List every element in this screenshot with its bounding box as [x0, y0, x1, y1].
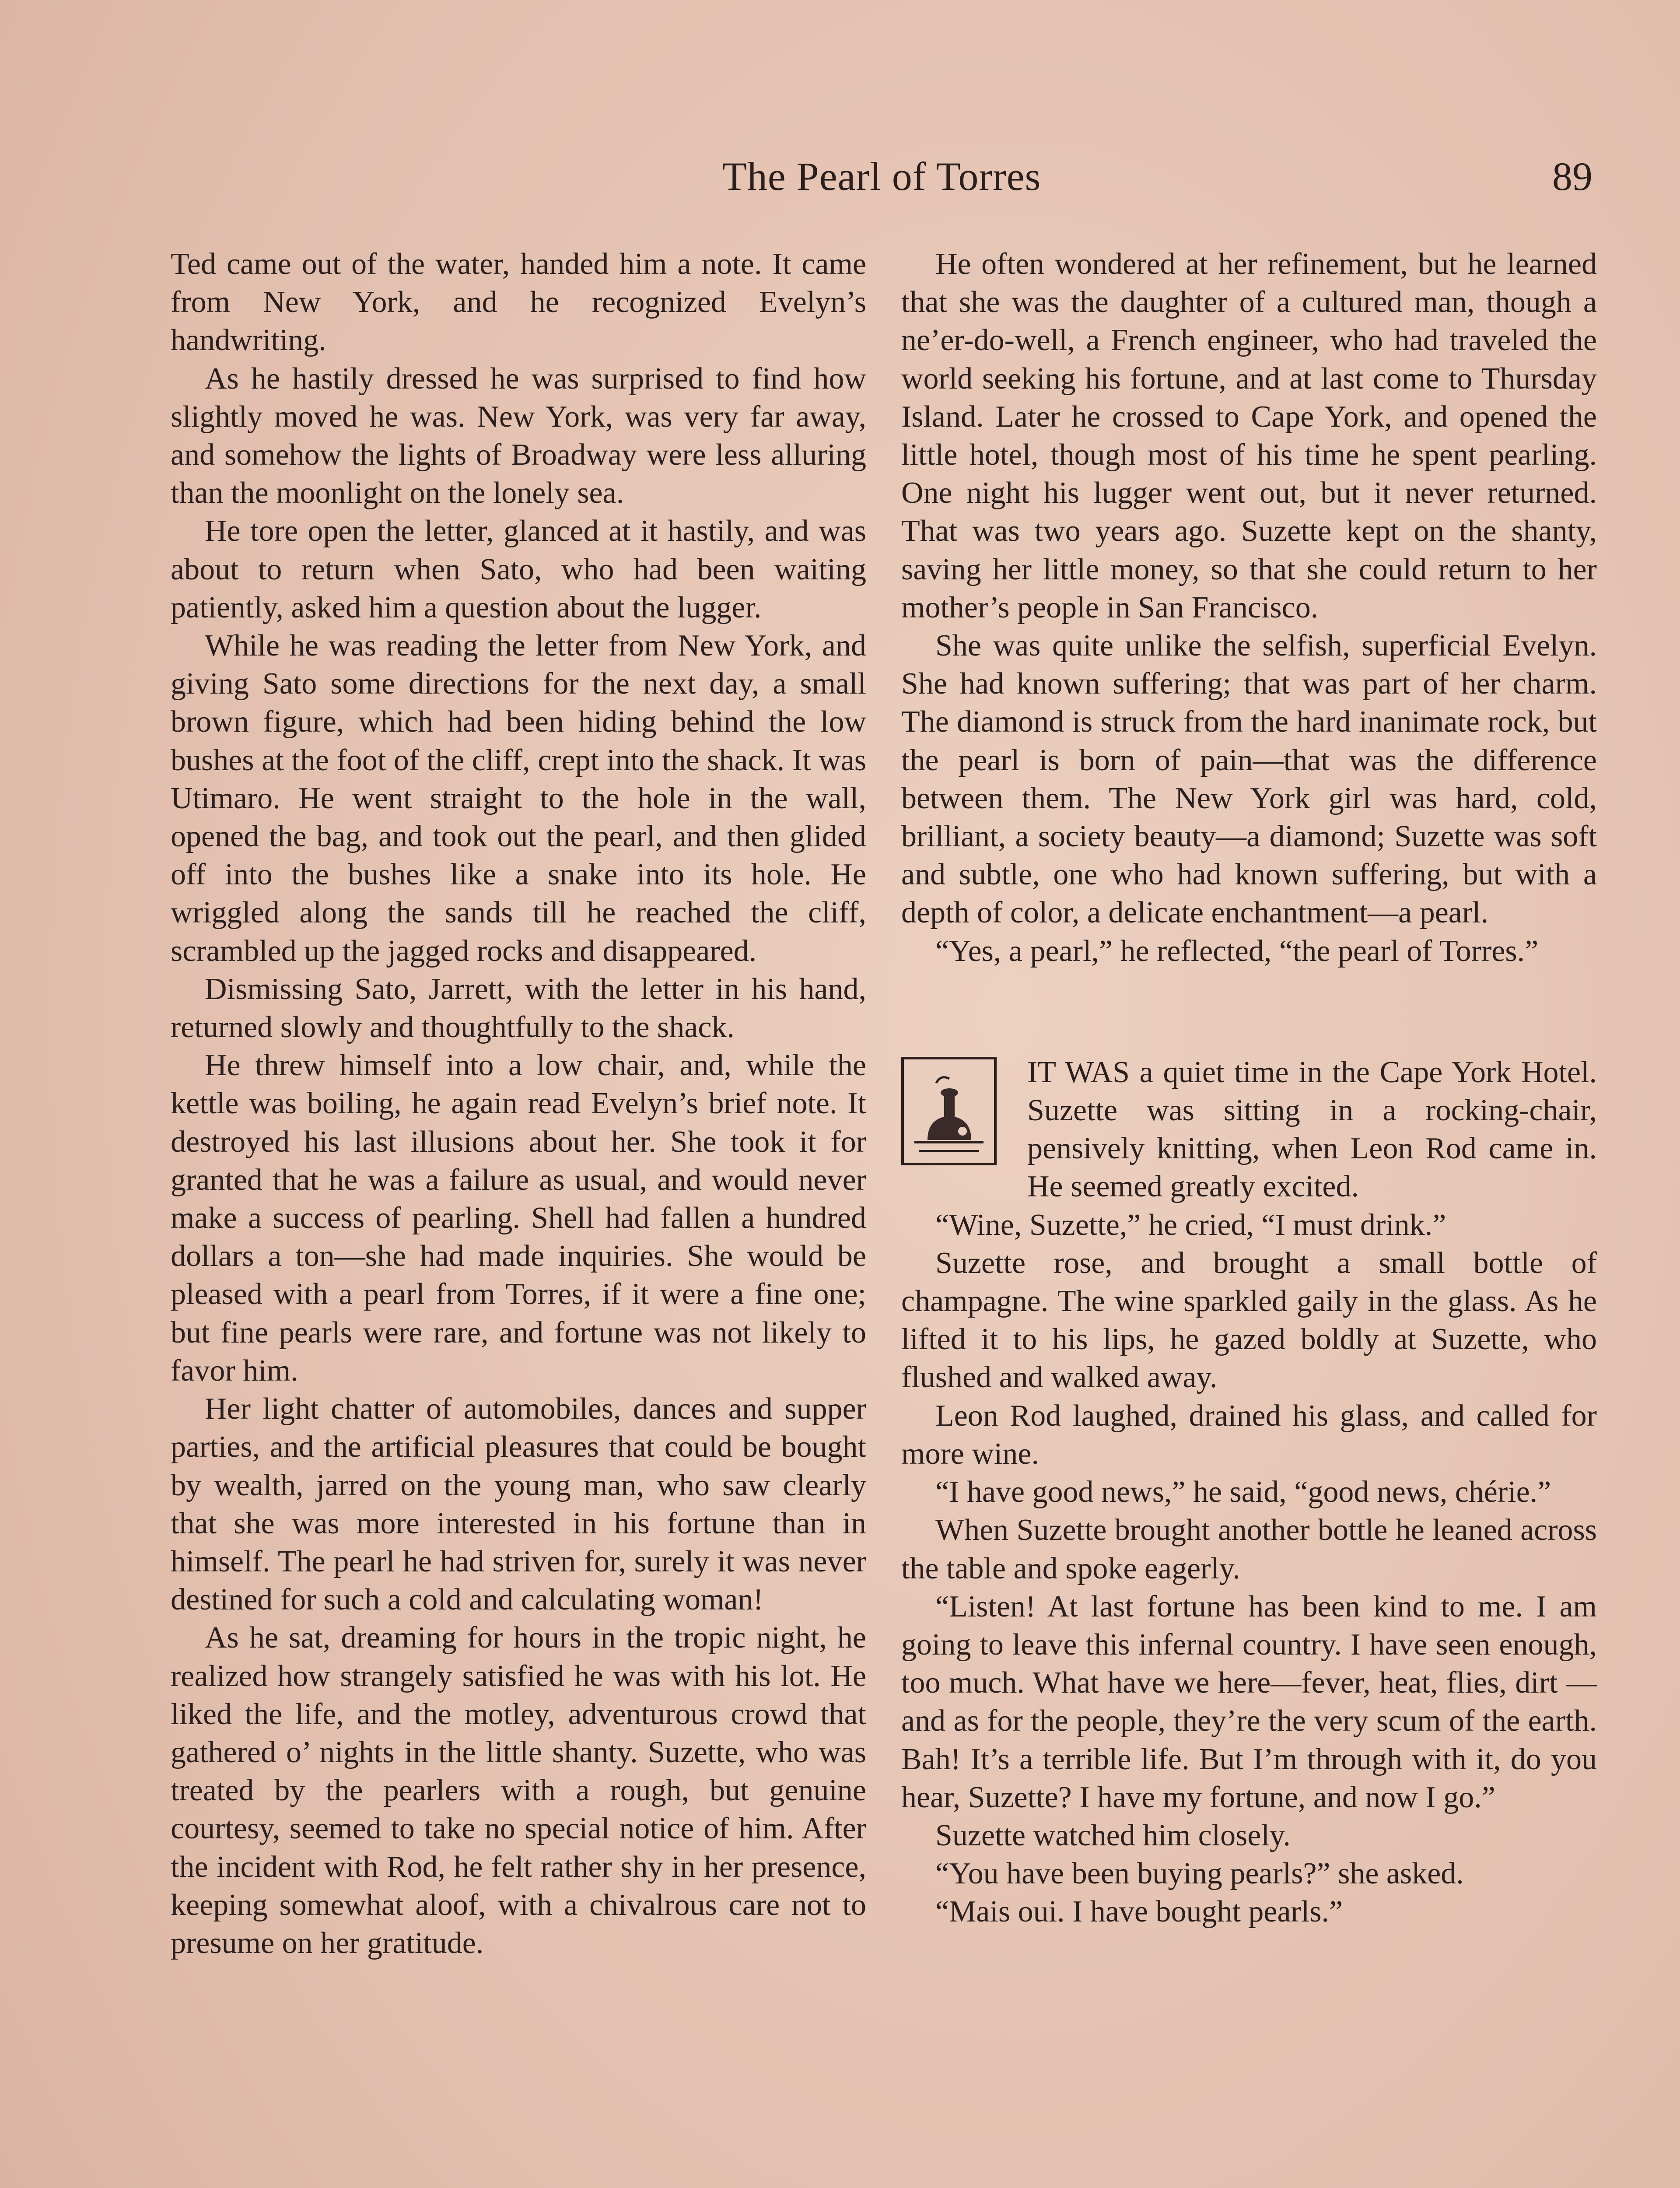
paragraph: Her light chatter of automobiles, dances and supper parties, and the artificial pleasures that could be bought by wealth, jarred on the young man, who saw clearly that she was more interested in his fortune than in himself. The pearl he had striven for, surely it was never destined for such a cold and calculating woman!	[171, 1392, 866, 1617]
paragraph: She was quite unlike the selfish, superficial Evelyn. She had known suffering; that was part of her charm. The diamond is struck from the hard inanimate rock, but the pearl is born of pain—that was the difference between them. The New York girl was hard, cold, brilliant, a society beauty—a diamond; Suzette was soft and subtle, one who had known suffering, but with a depth of color, a delicate enchantment—a pearl.	[901, 629, 1597, 930]
paragraph: “Wine, Suzette,” he cried, “I must drink.”	[935, 1208, 1446, 1242]
right-column	[901, 245, 1597, 1931]
paragraph: “Yes, a pearl,” he reflected, “the pearl of Torres.”	[935, 934, 1539, 968]
left-column	[171, 245, 866, 1962]
paragraph: “I have good news,” he said, “good news, chérie.”	[935, 1475, 1551, 1509]
paragraph: Ted came out of the water, handed him a note. It came from New York, and he recognized Evelyn’s handwriting.	[171, 247, 866, 358]
paragraph: “Mais oui. I have bought pearls.”	[935, 1895, 1343, 1929]
paragraph: Suzette rose, and brought a small bottle of champagne. The wine sparkled gaily in the glass. As he lifted it to his lips, he gazed boldly at Suzette, who flushed and walked away.	[901, 1246, 1597, 1395]
paragraph: He threw himself into a low chair, and, while the kettle was boiling, he again read Evelyn’s brief note. It destroyed his last illusions about her. She took it for granted that he was a failure as usual, and would never make a success of pearling. Shell had fallen a hundred dollars a ton—she had made inquiries. She would be pleased with a pearl from Torres, if it were a fine one; but fine pearls were rare, and fortune was not likely to favor him.	[171, 1048, 866, 1388]
paragraph: As he sat, dreaming for hours in the tropic night, he realized how strangely satisfied he was with his lot. He liked the life, and the motley, adventurous crowd that gathered o’ nights in the little shanty. Suzette, who was treated by the pearlers with a rough, but genuine courtesy, seemed to take no special notice of him. After the incident with Rod, he felt rather shy in her presence, keeping somewhat aloof, with a chivalrous care not to presume on her gratitude.	[171, 1621, 866, 1960]
paragraph: When Suzette brought another bottle he leaned across the table and spoke eagerly.	[901, 1513, 1597, 1585]
paragraph: “You have been buying pearls?” she asked.	[935, 1857, 1464, 1891]
paragraph: As he hastily dressed he was surprised to find how slightly moved he was. New York, was very far away, and somehow the lights of Broadway were less alluring than the moonlight on the lonely sea.	[171, 361, 866, 510]
paragraph: He tore open the letter, glanced at it hastily, and was about to return when Sato, who had been waiting patiently, asked him a question about the lugger.	[171, 514, 866, 624]
section-lead-text: IT WAS a quiet time in the Cape York Hotel. Suzette was sitting in a rocking-chair, pensively knitting, when Leon Rod came in. He seemed greatly excited.	[1027, 1055, 1597, 1204]
paragraph: While he was reading the letter from New York, and giving Sato some directions for the next day, a small brown figure, which had been hiding behind the low bushes at the foot of the cliff, crept into the shack. It was Utimaro. He went straight to the hole in the wall, opened the bag, and took out the pearl, and then glided off into the bushes like a snake into its hole. He wriggled along the sands till he reached the cliff, scrambled up the jagged rocks and disappeared.	[171, 629, 866, 968]
paragraph: Dismissing Sato, Jarrett, with the letter in his hand, returned slowly and thoughtfully to the shack.	[171, 972, 866, 1045]
lamp-illustration-icon	[910, 1066, 988, 1157]
paragraph: “Listen! At last fortune has been kind to me. I am going to leave this infernal country. I have seen enough, too much. What have we here—fever, heat, flies, dirt —and as for the people, they’re the very scum of the earth. Bah! It’s a terrible life. But I’m through with it, do you hear, Suzette? I have my fortune, and now I go.”	[901, 1589, 1597, 1814]
section-lead-paragraph	[901, 1053, 1597, 1206]
paragraph: He often wondered at her refinement, but he learned that she was the daughter of a cultured man, though a ne’er-do-well, a French engineer, who had traveled the world seeking his fortune, and at last come to Thursday Island. Later he crossed to Cape York, and opened the little hotel, though most of his time he spent pearling. One night his lugger went out, but it never returned. That was two years ago. Suzette kept on the shanty, saving her little money, so that she could return to her mother’s people in San Francisco.	[901, 247, 1597, 624]
paragraph: Leon Rod laughed, drained his glass, and called for more wine.	[901, 1399, 1597, 1471]
ornament-lamp-icon	[901, 1057, 997, 1165]
page-number: 89	[1552, 154, 1592, 199]
running-head	[171, 144, 1592, 206]
running-title: The Pearl of Torres	[722, 154, 1041, 199]
paragraph: Suzette watched him closely.	[935, 1818, 1291, 1852]
